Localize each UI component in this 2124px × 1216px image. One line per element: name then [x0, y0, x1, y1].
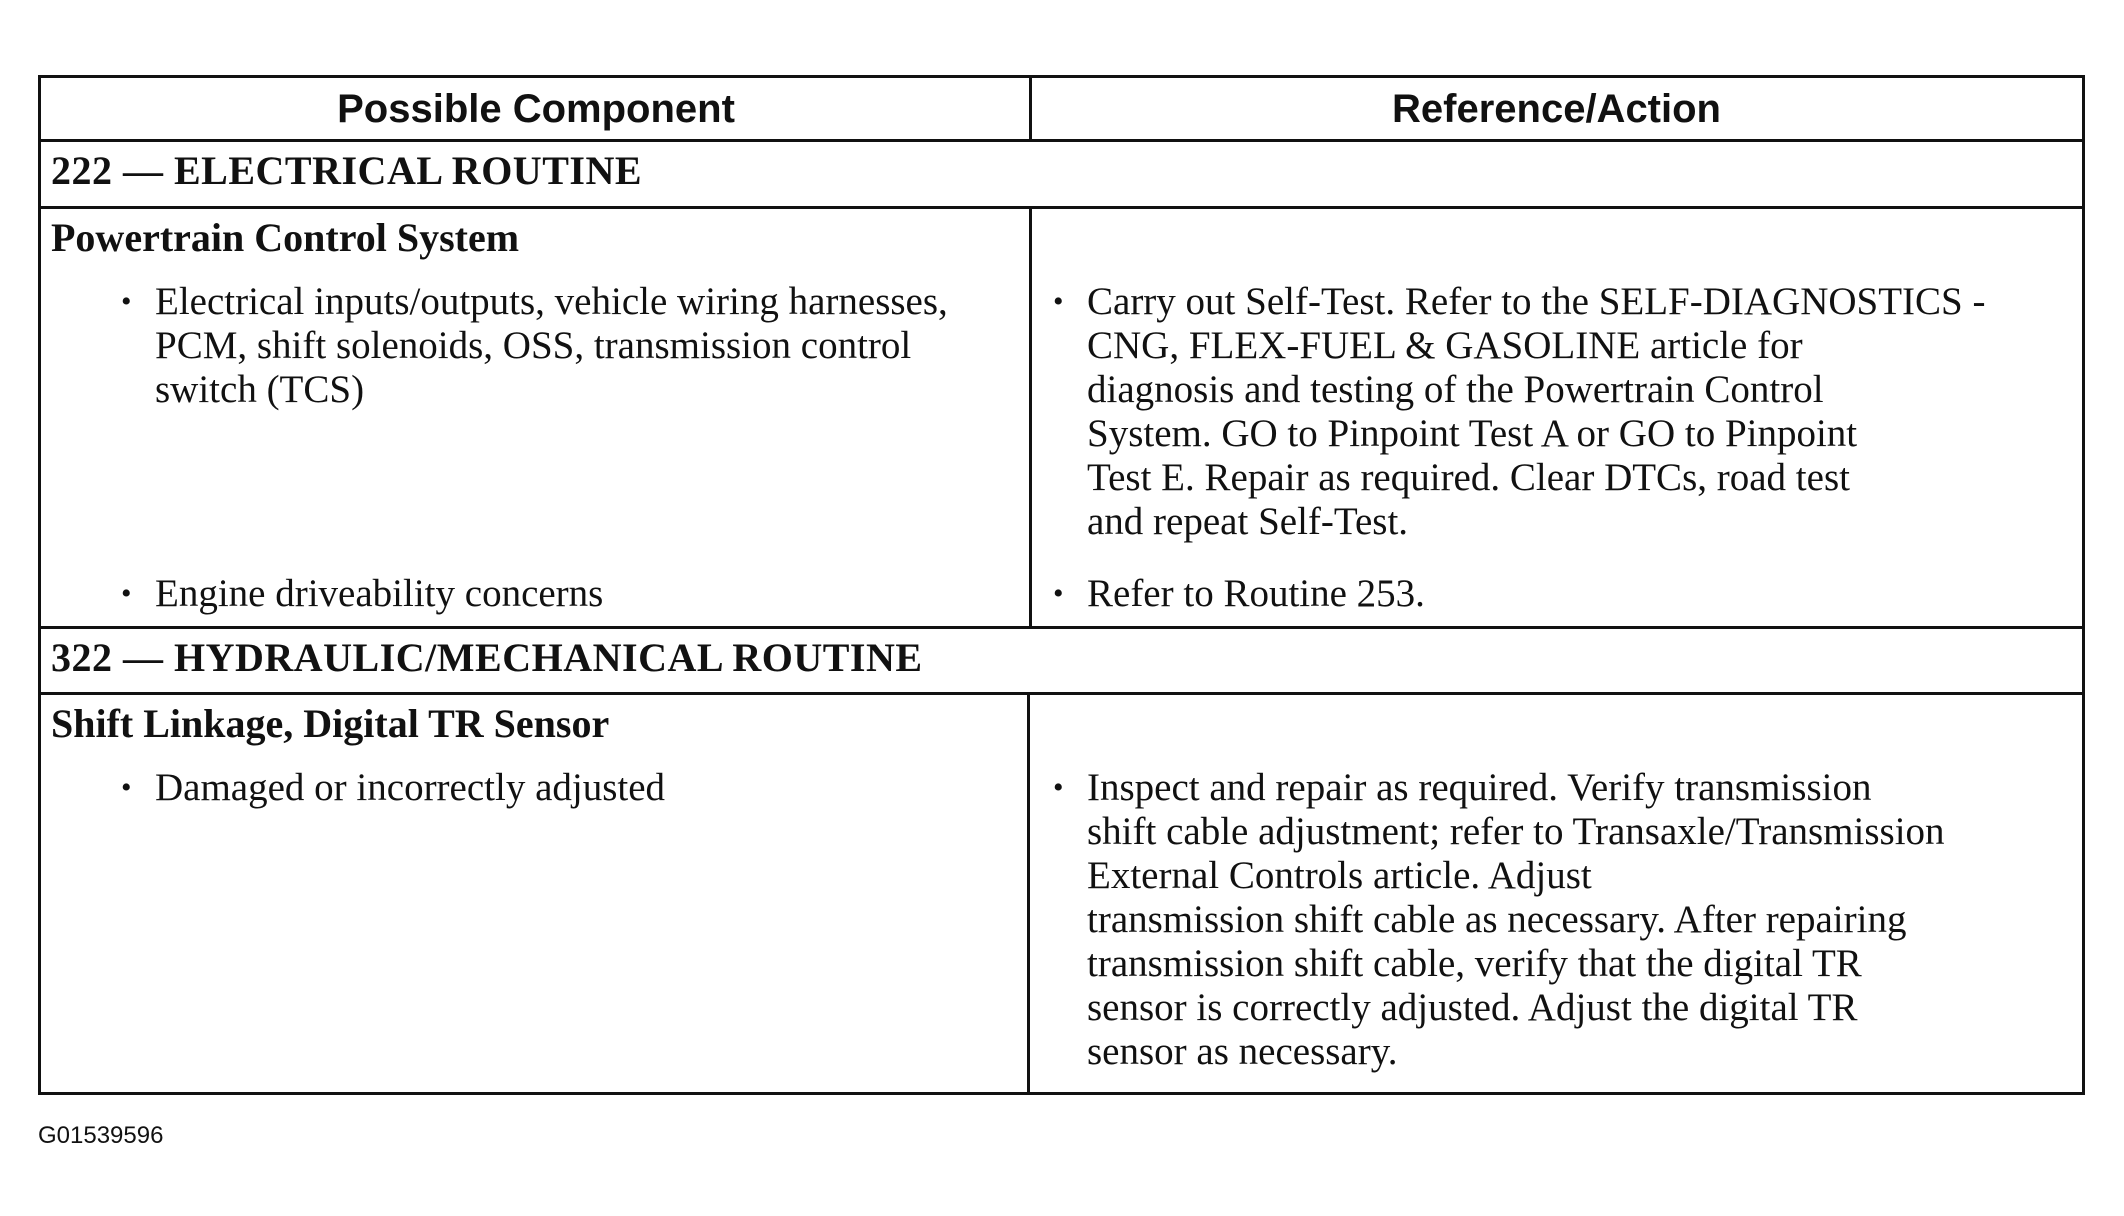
group-title-shift-linkage: Shift Linkage, Digital TR Sensor [51, 701, 610, 746]
header-reference-action: Reference/Action [1392, 86, 1721, 131]
component-item [121, 572, 1021, 616]
bullet-icon: • [121, 285, 132, 318]
bullet-icon: • [1053, 285, 1064, 318]
action-text: Inspect and repair as required. Verify transmission shift cable adjustment; refer to Transaxle/Transmission External Controls article. Adjust transmission shift cable as necessary. After repairing transmission shift cable, verify that the digital TR sensor is correctly adjusted. Adjust the digital TR sensor as necessary. [1087, 766, 1945, 1073]
action-item [1053, 572, 2078, 616]
section-title-hydraulic-mechanical-routine: 322 — HYDRAULIC/MECHANICAL ROUTINE [51, 635, 923, 680]
component-item [121, 766, 1021, 810]
column-divider [1029, 78, 1032, 140]
row-divider [41, 206, 2082, 209]
section-title-electrical-routine: 222 — ELECTRICAL ROUTINE [51, 148, 643, 193]
diagnostic-table [38, 75, 2085, 1095]
figure-id: G01539596 [38, 1122, 164, 1149]
bullet-icon: • [1053, 577, 1064, 610]
column-divider [1027, 692, 1030, 1095]
bullet-icon: • [121, 771, 132, 804]
bullet-icon: • [121, 577, 132, 610]
component-text: Electrical inputs/outputs, vehicle wiring harnesses, PCM, shift solenoids, OSS, transmission control switch (TCS) [155, 280, 948, 411]
row-divider [41, 692, 2082, 695]
group-title-powertrain-control-system: Powertrain Control System [51, 215, 520, 260]
component-item [121, 280, 1021, 412]
row-divider [41, 626, 2082, 629]
action-item [1053, 766, 2078, 1074]
component-text: Damaged or incorrectly adjusted [155, 766, 666, 809]
action-text: Carry out Self-Test. Refer to the SELF-DIAGNOSTICS - CNG, FLEX-FUEL & GASOLINE article for diagnosis and testing of the Powertrain Control System. GO to Pinpoint Test A or GO to Pinpoint Test E. Repair as required. Clear DTCs, road test and repeat Self-Test. [1087, 280, 1986, 543]
bullet-icon: • [1053, 771, 1064, 804]
action-text: Refer to Routine 253. [1087, 572, 1425, 615]
header-possible-component: Possible Component [337, 86, 735, 131]
column-divider [1029, 206, 1032, 627]
component-text: Engine driveability concerns [155, 572, 604, 615]
action-item [1053, 280, 2078, 544]
row-divider [41, 139, 2082, 142]
